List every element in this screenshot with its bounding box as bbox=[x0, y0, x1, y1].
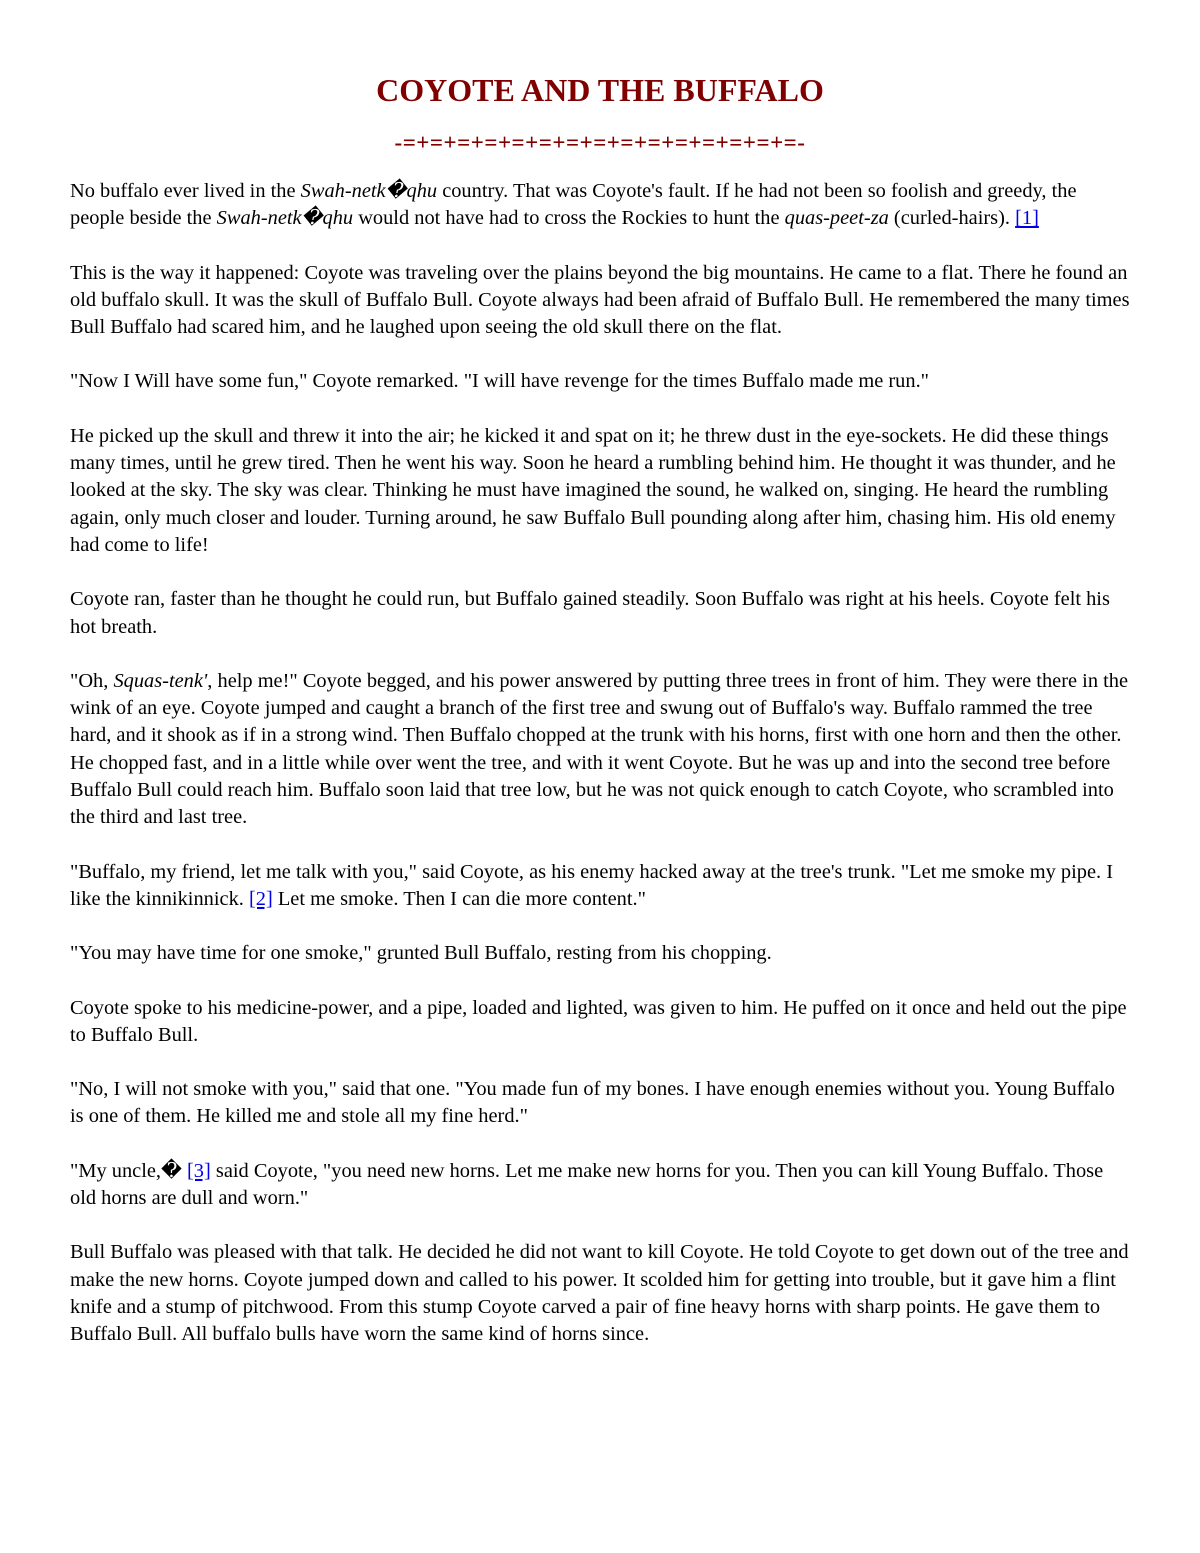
paragraph-11: "My uncle,� [3] said Coyote, "you need new horns. Let me make new horns for you. Then you can kill Young Buffalo. Those old horns are dull and worn." bbox=[70, 1159, 1104, 1210]
footnote-link-1[interactable]: [1] bbox=[1015, 207, 1039, 230]
paragraph-2: This is the way it happened: Coyote was traveling over the plains beyond the big mountains. He came to a flat. There he found an old buffalo skull. It was the skull of Buffalo Bull. Coyote always had been afraid of Buffalo Bull. He remembered the many times Bull Buffalo had scared him, and he laughed upon seeing the old skull there on the flat. bbox=[70, 261, 1130, 339]
native-term: quas-peet-za bbox=[784, 207, 889, 230]
paragraph-6: "Oh, Squas-tenk', help me!" Coyote begged, and his power answered by putting three trees in front of him. They were there in the wink of an eye. Coyote jumped and caught a branch of the first tree and swung out of Buffalo's way. Buffalo rammed the tree hard, and it shook as if in a strong wind. Then Buffalo chopped at the trunk with his horns, first with one horn and then the other. He chopped fast, and in a little while over went the tree, and with it went Coyote. But he was up and into the second tree before Buffalo Bull could reach him. Buffalo soon laid that tree low, but he was not quick enough to catch Coyote, who scrambled into the third and last tree. bbox=[70, 669, 1129, 829]
story-body bbox=[70, 178, 1130, 1349]
page-title: COYOTE AND THE BUFFALO bbox=[376, 72, 824, 108]
paragraph-10: "No, I will not smoke with you," said that one. "You made fun of my bones. I have enough enemies without you. Young Buffalo is one of them. He killed me and stole all my fine herd." bbox=[70, 1078, 1115, 1128]
footnote-link-3[interactable]: [3] bbox=[187, 1159, 211, 1182]
document-page bbox=[70, 70, 1130, 1376]
place-name: Swah-netk�qhu bbox=[300, 180, 438, 202]
title-divider: -=+=+=+=+=+=+=+=+=+=+=+=+=+=+=- bbox=[394, 130, 806, 155]
paragraph-5: Coyote ran, faster than he thought he could run, but Buffalo gained steadily. Soon Buffalo was right at his heels. Coyote felt his hot breath. bbox=[70, 588, 1110, 638]
paragraph-8: "You may have time for one smoke," grunted Bull Buffalo, resting from his chopping. bbox=[70, 942, 772, 965]
place-name: Swah-netk�qhu bbox=[216, 207, 354, 230]
paragraph-4: He picked up the skull and threw it into the air; he kicked it and spat on it; he threw dust in the eye-sockets. He did these things many times, until he grew tired. Then he went his way. Soon he heard a rumbling behind him. He thought it was thunder, and he looked at the sky. The sky was clear. Thinking he must have imagined the sound, he walked on, singing. He heard the rumbling again, only much closer and louder. Turning around, he saw Buffalo Bull pounding along after him, chasing him. His old enemy had come to life! bbox=[70, 424, 1116, 556]
footnote-link-2[interactable]: [2] bbox=[248, 887, 273, 910]
paragraph-3: "Now I Will have some fun," Coyote remarked. "I will have revenge for the times Buffalo made me run." bbox=[70, 370, 929, 393]
paragraph-7: "Buffalo, my friend, let me talk with you," said Coyote, as his enemy hacked away at the tree's trunk. "Let me smoke my pipe. I like the kinnikinnick. [2] Let me smoke. Then I can die more content." bbox=[70, 860, 1114, 910]
native-term: Squas-tenk' bbox=[113, 669, 208, 692]
paragraph-12: Bull Buffalo was pleased with that talk. He decided he did not want to kill Coyote. He told Coyote to get down out of the tree and make the new horns. Coyote jumped down and called to his power. It scolded him for getting into trouble, but it gave him a flint knife and a stump of pitchwood. From this stump Coyote carved a pair of fine heavy horns with sharp points. He gave them to Buffalo Bull. All buffalo bulls have worn the same kind of horns since. bbox=[70, 1241, 1129, 1346]
paragraph-1: No buffalo ever lived in the Swah-netk�qhu country. That was Coyote's fault. If he had not been so foolish and greedy, the people beside the Swah-netk�qhu would not have had to cross the Rockies to hunt the quas-peet-za (curled-hairs). [1] bbox=[70, 180, 1077, 230]
paragraph-9: Coyote spoke to his medicine-power, and a pipe, loaded and lighted, was given to him. He puffed on it once and held out the pipe to Buffalo Bull. bbox=[70, 996, 1127, 1046]
